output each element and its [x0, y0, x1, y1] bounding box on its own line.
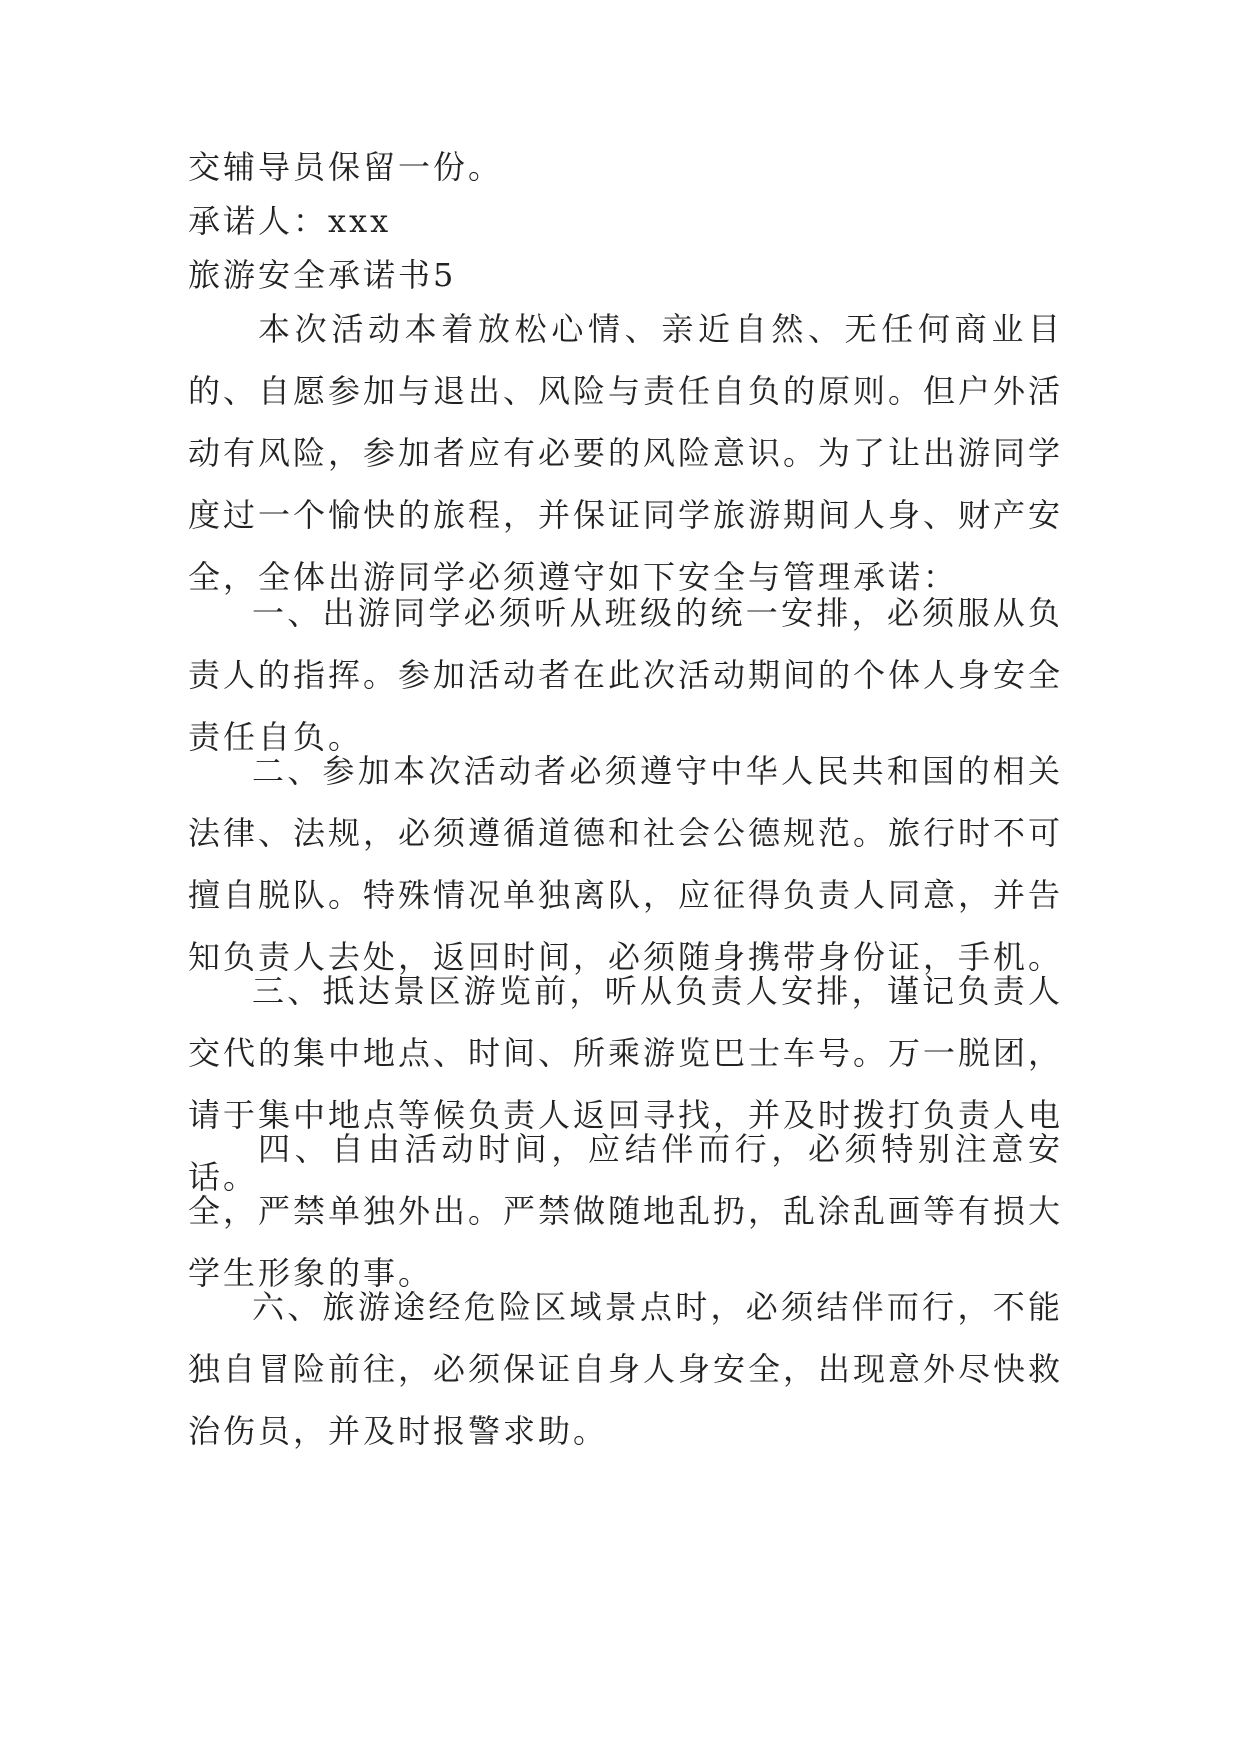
promisor-line: 承诺人：xxx — [188, 202, 392, 240]
section-heading: 旅游安全承诺书5 — [188, 256, 457, 294]
paragraph-rule-6: 六、旅游途经危险区域景点时，必须结伴而行，不能独自冒险前往，必须保证自身人身安全，出现意外尽快救治伤员，并及时报警求助。 — [188, 1288, 1064, 1450]
paragraph-rule-2: 二、参加本次活动者必须遵守中华人民共和国的相关法律、法规，必须遵循道德和社会公德规范。旅行时不可擅自脱队。特殊情况单独离队，应征得负责人同意，并告知负责人去处，返回时间，必须随身携带身份证，手机。 — [188, 752, 1064, 976]
paragraph-intro: 本次活动本着放松心情、亲近自然、无任何商业目的、自愿参加与退出、风险与责任自负的原则。但户外活动有风险，参加者应有必要的风险意识。为了让出游同学度过一个愉快的旅程，并保证同学旅游期间人身、财产安全，全体出游同学必须遵守如下安全与管理承诺： — [188, 310, 1064, 596]
paragraph-rule-4: 四、自由活动时间，应结伴而行，必须特别注意安全，严禁单独外出。严禁做随地乱扔，乱涂乱画等有损大学生形象的事。 — [188, 1130, 1064, 1292]
paragraph-rule-3: 三、抵达景区游览前，听从负责人安排，谨记负责人交代的集中地点、时间、所乘游览巴士车号。万一脱团，请于集中地点等候负责人返回寻找，并及时拨打负责人电话。 — [188, 972, 1064, 1196]
paragraph-rule-1: 一、出游同学必须听从班级的统一安排，必须服从负责人的指挥。参加活动者在此次活动期间的个体人身安全责任自负。 — [188, 594, 1064, 756]
opening-line: 交辅导员保留一份。 — [188, 148, 504, 186]
